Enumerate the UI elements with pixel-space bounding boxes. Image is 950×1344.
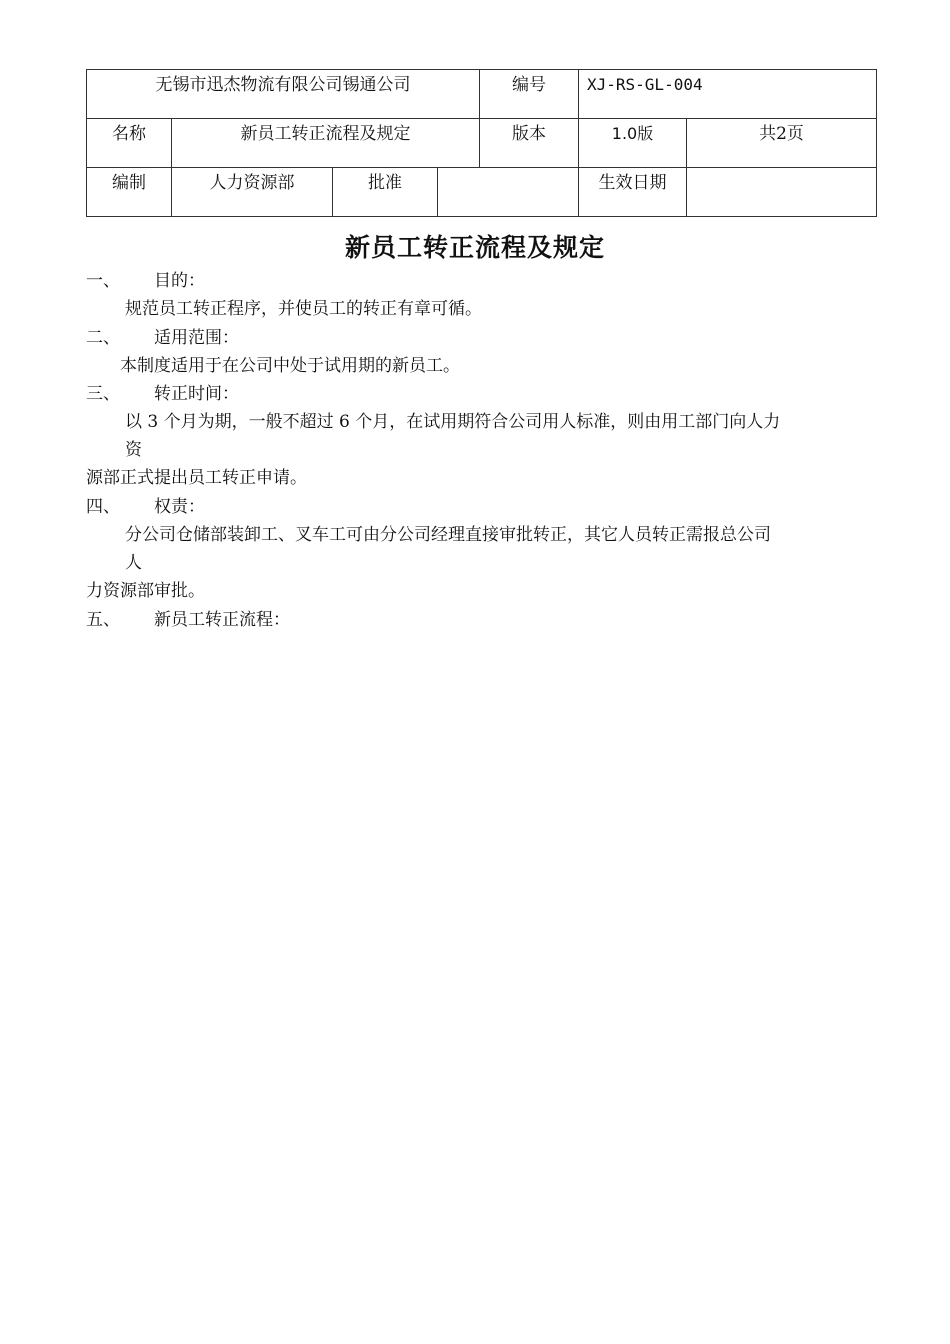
header-row-name xyxy=(87,119,877,168)
approved-value-cell xyxy=(438,168,579,217)
section-body-line: 规范员工转正程序，并使员工的转正有章可循。 xyxy=(125,299,482,319)
name-label: 名称 xyxy=(112,124,146,144)
section-number: 三、 xyxy=(86,384,120,404)
effective-label-cell xyxy=(579,168,687,217)
document-title: 新员工转正流程及规定 xyxy=(344,233,605,262)
approved-label-cell xyxy=(333,168,438,217)
section-heading: 转正时间： xyxy=(154,384,239,404)
number-label: 编号 xyxy=(512,75,546,95)
section-body-line: 本制度适用于在公司中处于试用期的新员工。 xyxy=(120,356,460,376)
section-number: 四、 xyxy=(86,497,120,517)
approved-by xyxy=(438,168,578,172)
section-body-line: 力资源部审批。 xyxy=(86,581,205,601)
prepared-label: 编制 xyxy=(112,173,146,193)
header-row-prepared xyxy=(87,168,877,217)
prepared-label-cell xyxy=(87,168,172,217)
section-body-line: 源部正式提出员工转正申请。 xyxy=(86,468,307,488)
effective-date xyxy=(687,168,876,172)
version-label: 版本 xyxy=(512,124,546,144)
section-body-line: 资 xyxy=(125,440,142,460)
effective-label: 生效日期 xyxy=(598,173,667,193)
header-row-company xyxy=(87,70,877,119)
name-value-cell xyxy=(172,119,480,168)
name-label-cell xyxy=(87,119,172,168)
section-heading: 新员工转正流程： xyxy=(154,610,290,630)
section-body-line: 人 xyxy=(125,553,142,573)
section-number: 五、 xyxy=(86,610,120,630)
document-header-table xyxy=(86,69,877,217)
company-name-cell xyxy=(87,70,480,119)
version-value: 1.0版 xyxy=(611,124,654,143)
version-value-cell xyxy=(579,119,687,168)
version-label-cell xyxy=(480,119,579,168)
section-heading: 权责： xyxy=(154,497,205,517)
prepared-value-cell xyxy=(172,168,333,217)
section-heading: 适用范围： xyxy=(154,328,239,348)
effective-value-cell xyxy=(687,168,877,217)
number-value-cell xyxy=(579,70,877,119)
approved-label: 批准 xyxy=(368,173,402,193)
company-name: 无锡市迅杰物流有限公司锡通公司 xyxy=(155,75,411,95)
document-number: XJ-RS-GL-004 xyxy=(587,75,703,94)
number-label-cell xyxy=(480,70,579,119)
pages-cell xyxy=(687,119,877,168)
page-count: 共2页 xyxy=(759,124,804,144)
section-heading: 目的： xyxy=(154,271,205,291)
section-body-line: 分公司仓储部装卸工、叉车工可由分公司经理直接审批转正，其它人员转正需报总公司 xyxy=(125,525,771,545)
section-number: 一、 xyxy=(86,271,120,291)
document-name: 新员工转正流程及规定 xyxy=(240,124,411,144)
prepared-by: 人力资源部 xyxy=(209,173,295,193)
section-number: 二、 xyxy=(86,328,120,348)
section-body-line: 以 3 个月为期，一般不超过 6 个月，在试用期符合公司用人标准，则由用工部门向人力 xyxy=(125,412,781,432)
